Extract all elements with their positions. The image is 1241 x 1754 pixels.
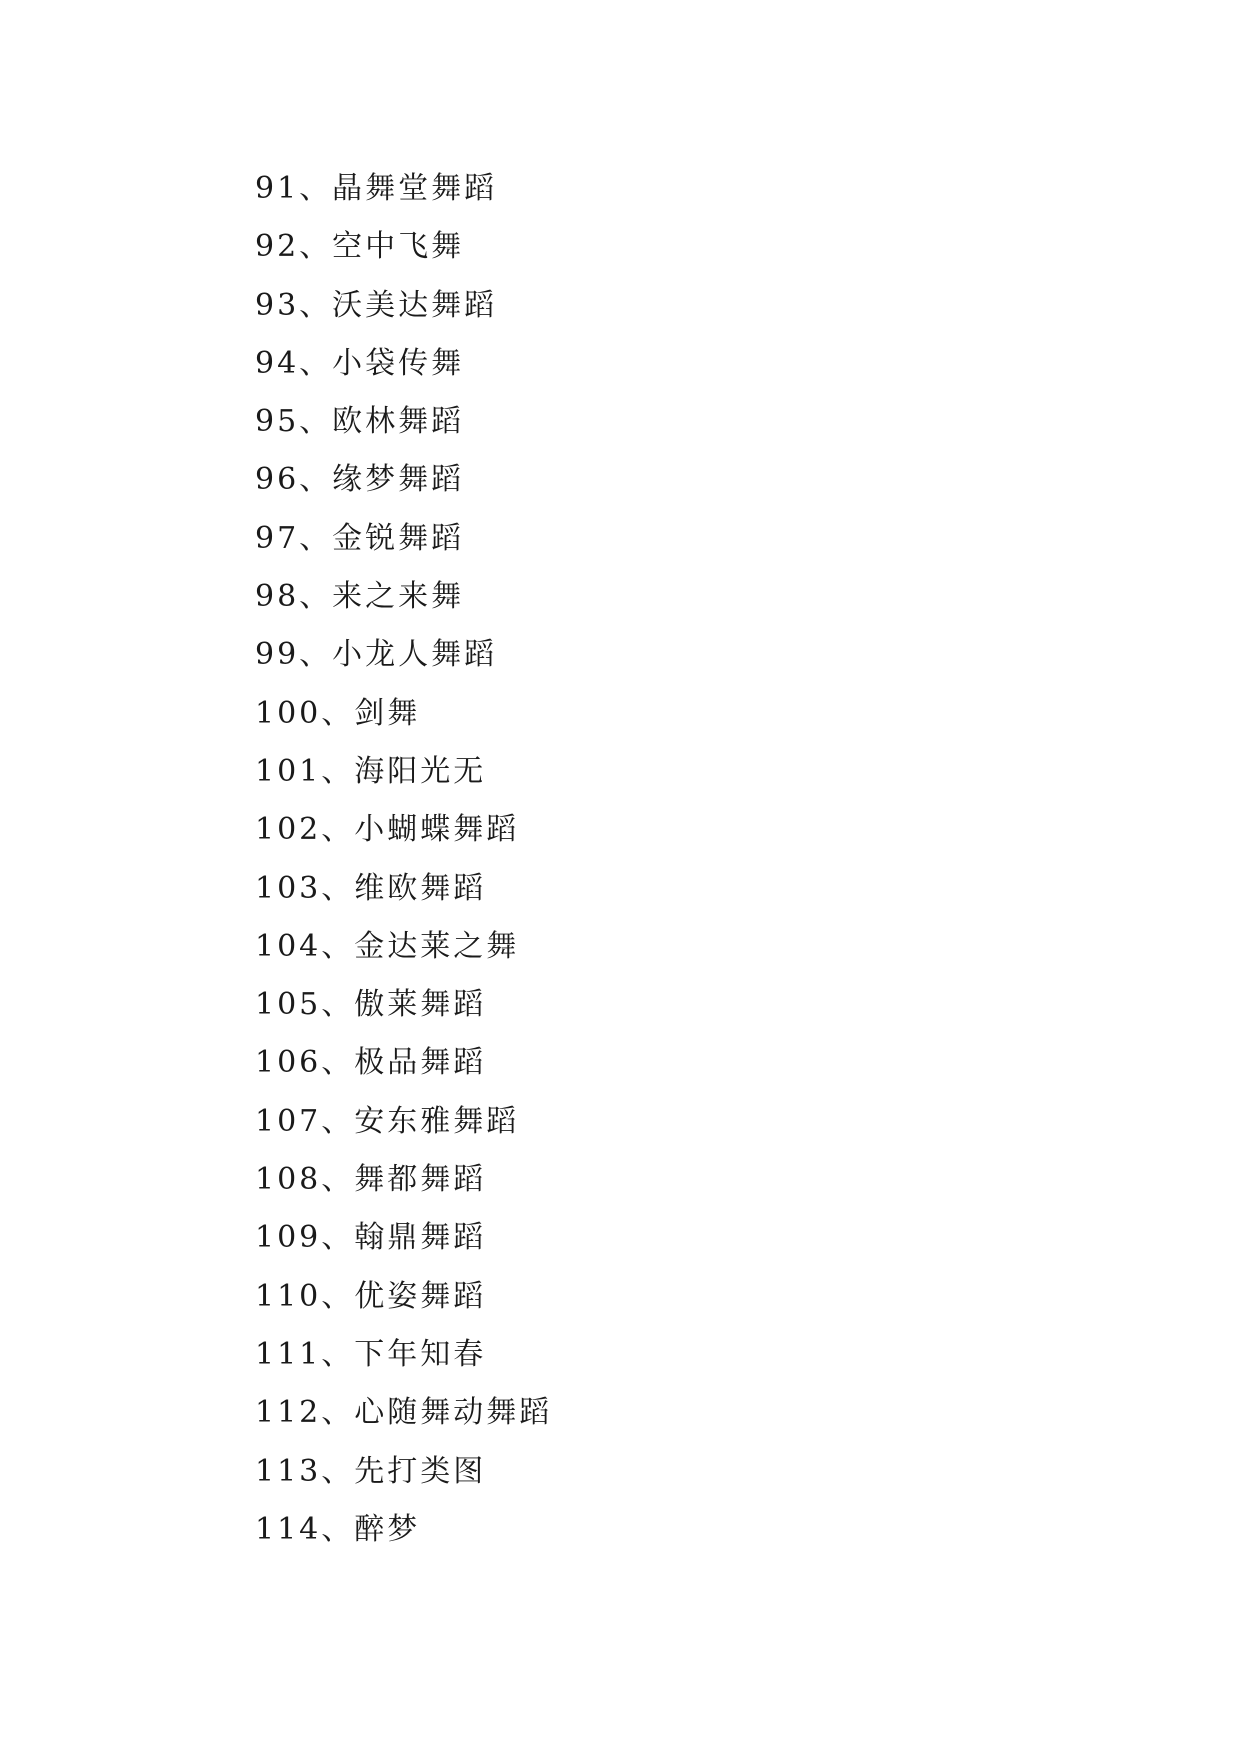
list-item: 113、先打类图 xyxy=(255,1453,487,1489)
name-list xyxy=(255,160,552,1559)
list-item: 108、舞都舞蹈 xyxy=(255,1162,487,1198)
list-item: 109、翰鼎舞蹈 xyxy=(255,1220,487,1256)
list-item: 95、欧林舞蹈 xyxy=(255,404,465,440)
list-item: 97、金锐舞蹈 xyxy=(255,520,465,556)
list-item: 92、空中飞舞 xyxy=(255,229,465,265)
list-item: 93、沃美达舞蹈 xyxy=(255,287,498,323)
list-item: 94、小袋传舞 xyxy=(255,345,465,381)
list-item: 111、下年知春 xyxy=(255,1336,487,1372)
list-item: 110、优姿舞蹈 xyxy=(255,1278,487,1314)
list-item: 112、心随舞动舞蹈 xyxy=(255,1395,553,1431)
list-item: 104、金达莱之舞 xyxy=(255,928,520,964)
list-item: 99、小龙人舞蹈 xyxy=(255,637,498,673)
list-item: 100、剑舞 xyxy=(255,695,421,731)
list-item: 96、缘梦舞蹈 xyxy=(255,462,465,498)
list-item: 105、傲莱舞蹈 xyxy=(255,987,487,1023)
list-item: 114、醉梦 xyxy=(255,1511,421,1547)
list-item: 98、来之来舞 xyxy=(255,579,465,615)
list-item: 102、小蝴蝶舞蹈 xyxy=(255,812,520,848)
list-item: 107、安东雅舞蹈 xyxy=(255,1103,520,1139)
list-item: 101、海阳光无 xyxy=(255,753,487,789)
list-item: 106、极品舞蹈 xyxy=(255,1045,487,1081)
list-item: 91、晶舞堂舞蹈 xyxy=(255,171,498,206)
list-item: 103、维欧舞蹈 xyxy=(255,870,487,906)
